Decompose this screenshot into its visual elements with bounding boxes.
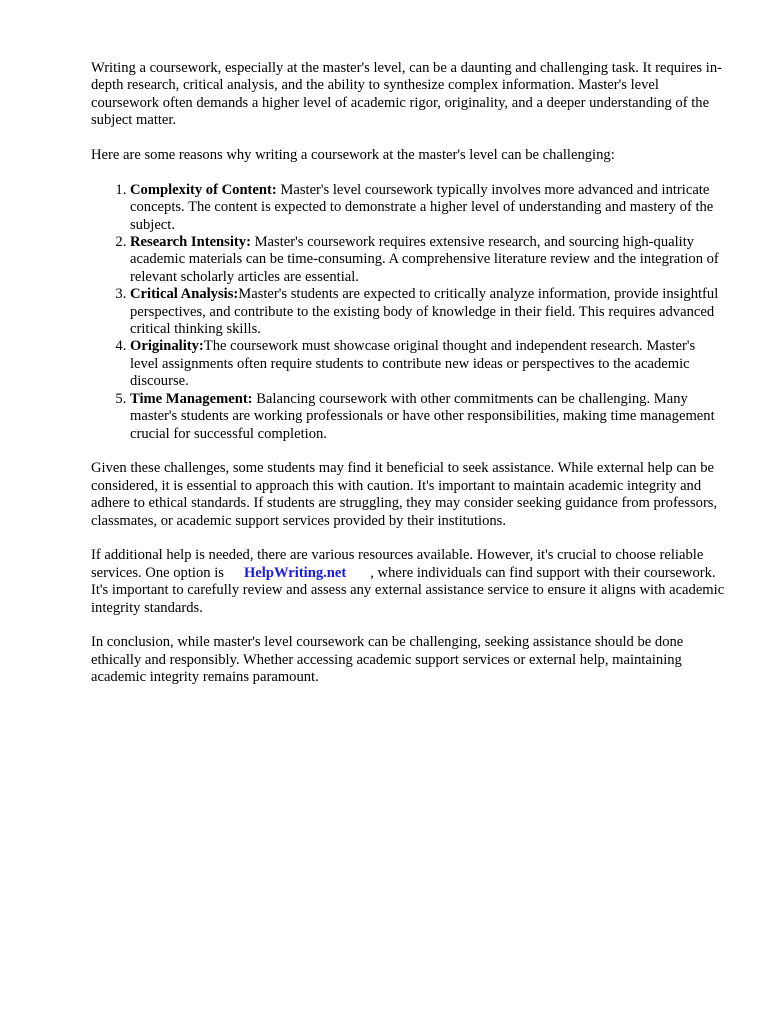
reasons-list [91,182,727,443]
reasons-lead-paragraph: Here are some reasons why writing a coursework at the master's level can be challenging: [91,147,615,164]
conclusion-paragraph: In conclusion, while master's level coursework can be challenging, seeking assistance should be done ethically and responsibly. Whether accessing academic support services or external help, maintaining academic integrity remains paramount. [91,634,684,686]
list-item [130,286,727,338]
list-item [130,338,727,390]
list-item-term: Complexity of Content: [130,181,277,198]
additional-text-after: , where individuals can find support with their coursework. It's important to carefully review and assess any external assistance service to ensure it aligns with academic integrity standards. [91,564,725,616]
document-page [91,60,727,704]
helpwriting-link[interactable]: HelpWriting.net [243,564,347,581]
intro-paragraph: Writing a coursework, especially at the master's level, can be a daunting and challenging task. It requires in-depth research, critical analysis, and the ability to synthesize complex information. Master's level coursework often demands a higher level of academic rigor, originality, and a deeper understanding of the subject matter. [91,60,722,129]
additional-text-before: If additional help is needed, there are various resources available. However, it's crucial to choose reliable services. One option is [91,547,704,581]
list-item-text: The coursework must showcase original thought and independent research. Master's level assignments often require students to contribute new ideas or perspectives to the academic discourse. [130,338,696,390]
list-item-text: Master's students are expected to critically analyze information, provide insightful perspectives, and contribute to the existing body of knowledge in their field. This requires advanced critical thinking skills. [130,286,719,338]
list-item-text: Balancing coursework with other commitments can be challenging. Many master's students are working professionals or have other responsibilities, making time management crucial for successful completion. [130,390,715,442]
list-item [130,391,727,443]
additional-help-paragraph [91,547,727,617]
list-item-text: Master's level coursework typically involves more advanced and intricate concepts. The content is expected to demonstrate a higher level of understanding and mastery of the subject. [130,181,714,233]
list-item-text: Master's coursework requires extensive research, and sourcing high-quality academic materials can be time-consuming. A comprehensive literature review and the integration of relevant scholarly articles are essential. [130,234,719,285]
given-paragraph: Given these challenges, some students may find it beneficial to seek assistance. While external help can be considered, it is essential to approach this with caution. It's important to maintain academic integrity and adhere to ethical standards. If students are struggling, they may consider seeking guidance from professors, classmates, or academic support services provided by their institutions. [91,460,718,529]
list-item-term: Research Intensity: [130,234,251,251]
list-item-term: Critical Analysis: [130,286,239,303]
list-item-term: Originality: [130,338,204,355]
list-item-term: Time Management: [130,390,253,407]
list-item [130,234,727,286]
list-item [130,182,727,234]
